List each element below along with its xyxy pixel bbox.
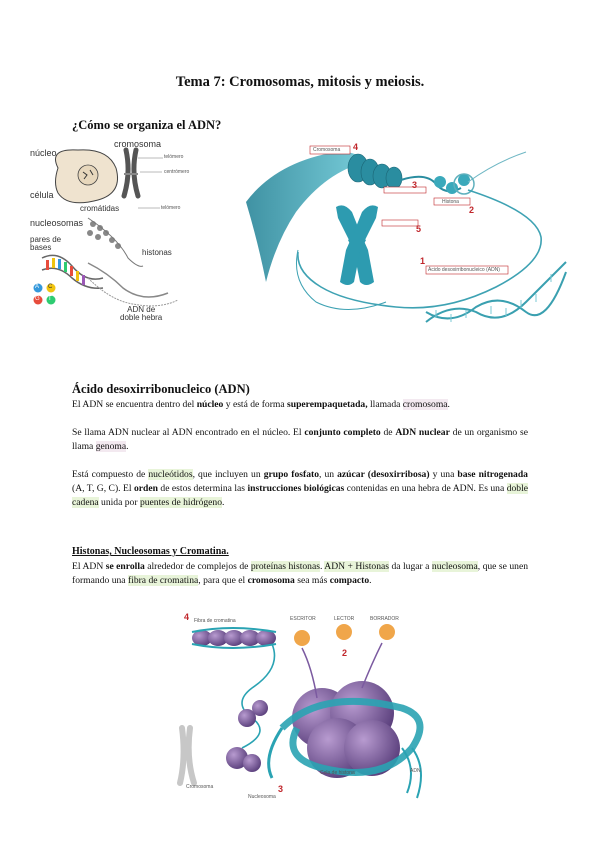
base-t-label: T xyxy=(48,296,52,302)
figure-adn-organizacion xyxy=(28,138,198,328)
text-nucleotidos: nucleótidos xyxy=(148,469,193,480)
text-nucleo: núcleo xyxy=(196,399,224,410)
label-cromosoma-fig3: Cromosoma xyxy=(186,784,214,790)
figure-adn-organizacion-graphic xyxy=(28,138,198,328)
text-base-nitrogenada: base nitrogenada xyxy=(457,469,528,480)
marker-2-fig3: 2 xyxy=(342,648,348,658)
text: y una xyxy=(429,469,458,480)
text-compacto: compacto xyxy=(329,575,370,586)
text: . xyxy=(447,399,450,410)
text: . xyxy=(319,561,325,572)
text-doble-cadena: doble cadena xyxy=(72,483,529,508)
label-nucleosomas: nucleosomas xyxy=(30,218,84,228)
text: da lugar a xyxy=(389,561,432,572)
text: sea más xyxy=(294,575,330,586)
section-heading-organizacion: ¿Cómo se organiza el ADN? xyxy=(72,118,222,132)
text: de un organismo se llama xyxy=(72,427,528,452)
paragraph-adn-composicion xyxy=(72,468,528,510)
text: . xyxy=(222,497,225,508)
paragraph-adn-nuclear xyxy=(72,426,528,454)
text: unida por xyxy=(98,497,140,508)
figure-nucleosoma xyxy=(172,608,440,808)
label-histonas: histonas xyxy=(142,248,172,257)
marker-4-fig3: 4 xyxy=(184,612,190,622)
figure-nucleosoma-graphic xyxy=(172,608,440,808)
text: llamada xyxy=(367,399,403,410)
page-title: Tema 7: Cromosomas, mitosis y meiosis. xyxy=(175,74,425,90)
text-adn-nuclear: ADN nuclear xyxy=(395,427,450,438)
text: alrededor de complejos de xyxy=(144,561,251,572)
label-nucleosoma: Nucleosoma xyxy=(248,794,276,800)
paragraph-histonas xyxy=(72,560,528,588)
label-cromosoma: cromosoma xyxy=(114,139,162,149)
marker-3: 3 xyxy=(412,180,418,190)
text: y está de forma xyxy=(223,399,288,410)
text-conjunto-completo: conjunto completo xyxy=(304,427,381,438)
text-nucleosoma: nucleosoma xyxy=(431,561,478,572)
text-orden: orden xyxy=(133,483,158,494)
section-heading-histonas: Histonas, Nucleosomas y Cromatina. xyxy=(72,546,229,557)
text-superempaquetada: superempaquetada, xyxy=(287,399,368,410)
label-adn-box: Ácido desoxirribonucleico (ADN) xyxy=(428,267,500,273)
label-centromero: centrómero xyxy=(164,169,190,175)
text: El ADN se encuentra dentro del xyxy=(72,399,197,410)
text-proteinas-histonas: proteínas histonas xyxy=(250,561,320,572)
text: de xyxy=(380,427,396,438)
text: (A, T, G, C). El xyxy=(72,483,134,494)
text: , que incluyen un xyxy=(192,469,264,480)
text-grupo-fosfato: grupo fosfato xyxy=(263,469,319,480)
label-adn-fig3: ADN xyxy=(410,768,421,774)
text: . xyxy=(126,441,129,452)
marker-5: 5 xyxy=(416,224,422,234)
text-instrucciones-biologicas: instrucciones biológicas xyxy=(247,483,345,494)
text-puentes-hidrogeno: puentes de hidrógeno xyxy=(139,497,223,508)
paragraph-adn-ubicacion xyxy=(72,398,528,412)
text: de estos determina las xyxy=(157,483,248,494)
text-se-enrolla: se enrolla xyxy=(105,561,145,572)
marker-4: 4 xyxy=(353,142,359,152)
label-cola-histona: Cola de histona xyxy=(320,770,355,776)
text-genoma: genoma xyxy=(95,441,127,452)
text: , un xyxy=(319,469,338,480)
label-telomero: telómero xyxy=(164,154,184,160)
text-cromosoma: cromosoma xyxy=(247,575,295,586)
base-c-label: C xyxy=(48,284,53,290)
text-adn-histonas: ADN + Histonas xyxy=(324,561,389,572)
label-telomero-2: telómero xyxy=(161,205,181,211)
marker-3-fig3: 3 xyxy=(278,784,284,794)
marker-2: 2 xyxy=(469,205,475,215)
section-heading-adn: Ácido desoxirribonucleico (ADN) xyxy=(72,382,250,396)
label-cromatidas: cromátidas xyxy=(80,204,120,213)
label-histona-box: Histona xyxy=(442,199,459,205)
text: . xyxy=(369,575,372,586)
text: El ADN xyxy=(72,561,106,572)
label-cromosoma-box: Cromosoma xyxy=(313,147,341,153)
label-escritor: ESCRITOR xyxy=(290,616,316,622)
label-adn-doble-hebra: ADN de doble hebra xyxy=(120,305,163,322)
text-fibra-cromatina: fibra de cromatina xyxy=(127,575,199,586)
figure-cromosoma-adn xyxy=(236,132,572,342)
text-azucar: azúcar (desoxirribosa) xyxy=(337,469,430,480)
label-pares-de-bases: pares de bases xyxy=(30,235,62,252)
base-g-label: G xyxy=(35,296,40,302)
text: Se llama ADN nuclear al ADN encontrado en el núcleo. El xyxy=(72,427,305,438)
text-cromosoma: cromosoma xyxy=(402,399,448,410)
marker-1: 1 xyxy=(420,256,426,266)
label-lector: LECTOR xyxy=(334,616,355,622)
base-a-label: A xyxy=(35,284,40,290)
text: contenidas en una hebra de ADN. Es una xyxy=(344,483,507,494)
text: , que se unen formando una xyxy=(72,561,528,586)
label-fibra-cromatina: Fibra de cromatina xyxy=(194,618,236,624)
text: Está compuesto de xyxy=(72,469,149,480)
label-borrador: BORRADOR xyxy=(370,616,399,622)
label-nucleo: núcleo xyxy=(30,148,57,158)
label-celula: célula xyxy=(30,190,54,200)
figure-cromosoma-adn-graphic xyxy=(236,132,572,342)
text: , para que el xyxy=(198,575,248,586)
